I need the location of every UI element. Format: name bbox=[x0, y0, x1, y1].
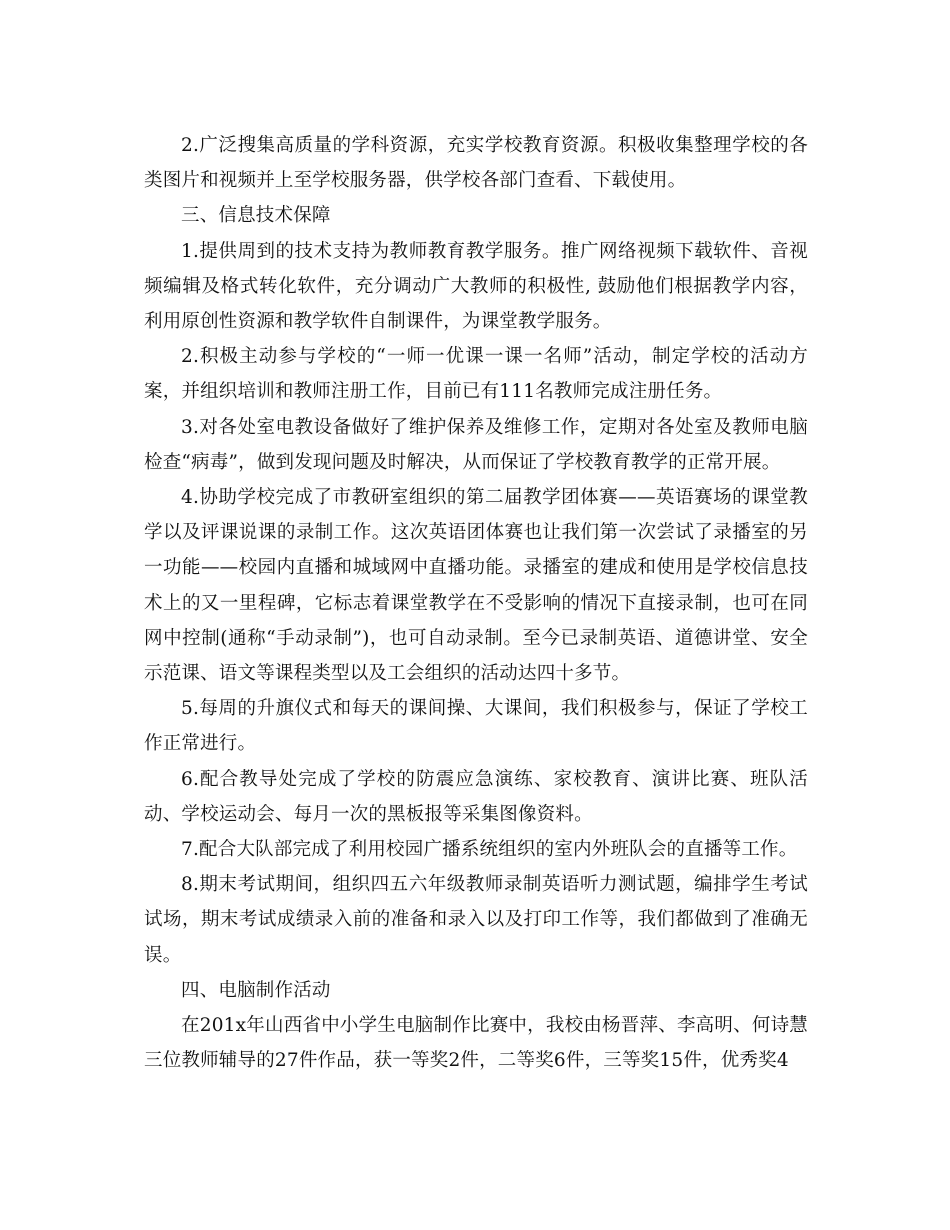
paragraph-competition-results: 在201x年山西省中小学生电脑制作比赛中，我校由杨晋萍、李高明、何诗慧三位教师辅导的27件作品，获一等奖2件，二等奖6件，三等奖15件，优秀奖4 bbox=[144, 1015, 808, 1072]
paragraph-one-teacher-one-lesson: 2.积极主动参与学校的“一师一优课一课一名师”活动，制定学校的活动方案，并组织培训和教师注册工作，目前已有111名教师完成注册任务。 bbox=[144, 346, 808, 403]
paragraph-recording-studio: 4.协助学校完成了市教研室组织的第二届教学团体赛——英语赛场的课堂教学以及评课说课的录制工作。这次英语团体赛也让我们第一次尝试了录播室的另一功能——校园内直播和城域网中直播功能。录播室的建成和使用是学校信息技术上的又一里程碑，它标志着课堂教学在不受影响的情况下直接录制，也可在同网中控制(通称“手动录制”)，也可自动录制。至今已录制英语、道德讲堂、安全示范课、语文等课程类型以及工会组织的活动达四十多节。 bbox=[144, 487, 808, 685]
paragraph-resources: 2.广泛搜集高质量的学科资源，充实学校教育资源。积极收集整理学校的各类图片和视频并上至学校服务器，供学校各部门查看、下载使用。 bbox=[144, 135, 808, 192]
paragraph-tech-support: 1.提供周到的技术支持为教师教育教学服务。推广网络视频下载软件、音视频编辑及格式转化软件，充分调动广大教师的积极性, 鼓励他们根据教学内容，利用原创性资源和教学软件自制课件，为课堂教学服务。 bbox=[144, 240, 808, 333]
document-page bbox=[144, 128, 808, 1078]
paragraph-equipment-maintenance: 3.对各处室电教设备做好了维护保养及维修工作，定期对各处室及教师电脑检查“病毒”，做到发现问题及时解决，从而保证了学校教育教学的正常开展。 bbox=[144, 416, 808, 473]
paragraph-broadcast: 7.配合大队部完成了利用校园广播系统组织的室内外班队会的直播等工作。 bbox=[181, 839, 798, 861]
paragraph-flag-ceremony: 5.每周的升旗仪式和每天的课间操、大课间，我们积极参与，保证了学校工作正常进行。 bbox=[144, 698, 808, 755]
section-heading-computer-production: 四、电脑制作活动 bbox=[181, 979, 331, 1001]
paragraph-image-collection: 6.配合教导处完成了学校的防震应急演练、家校教育、演讲比赛、班队活动、学校运动会、每月一次的黑板报等采集图像资料。 bbox=[144, 768, 808, 825]
section-heading-it-support: 三、信息技术保障 bbox=[181, 205, 331, 227]
paragraph-final-exams: 8.期末考试期间，组织四五六年级教师录制英语听力测试题，编排学生考试试场，期末考试成绩录入前的准备和录入以及打印工作等，我们都做到了准确无误。 bbox=[144, 874, 808, 966]
